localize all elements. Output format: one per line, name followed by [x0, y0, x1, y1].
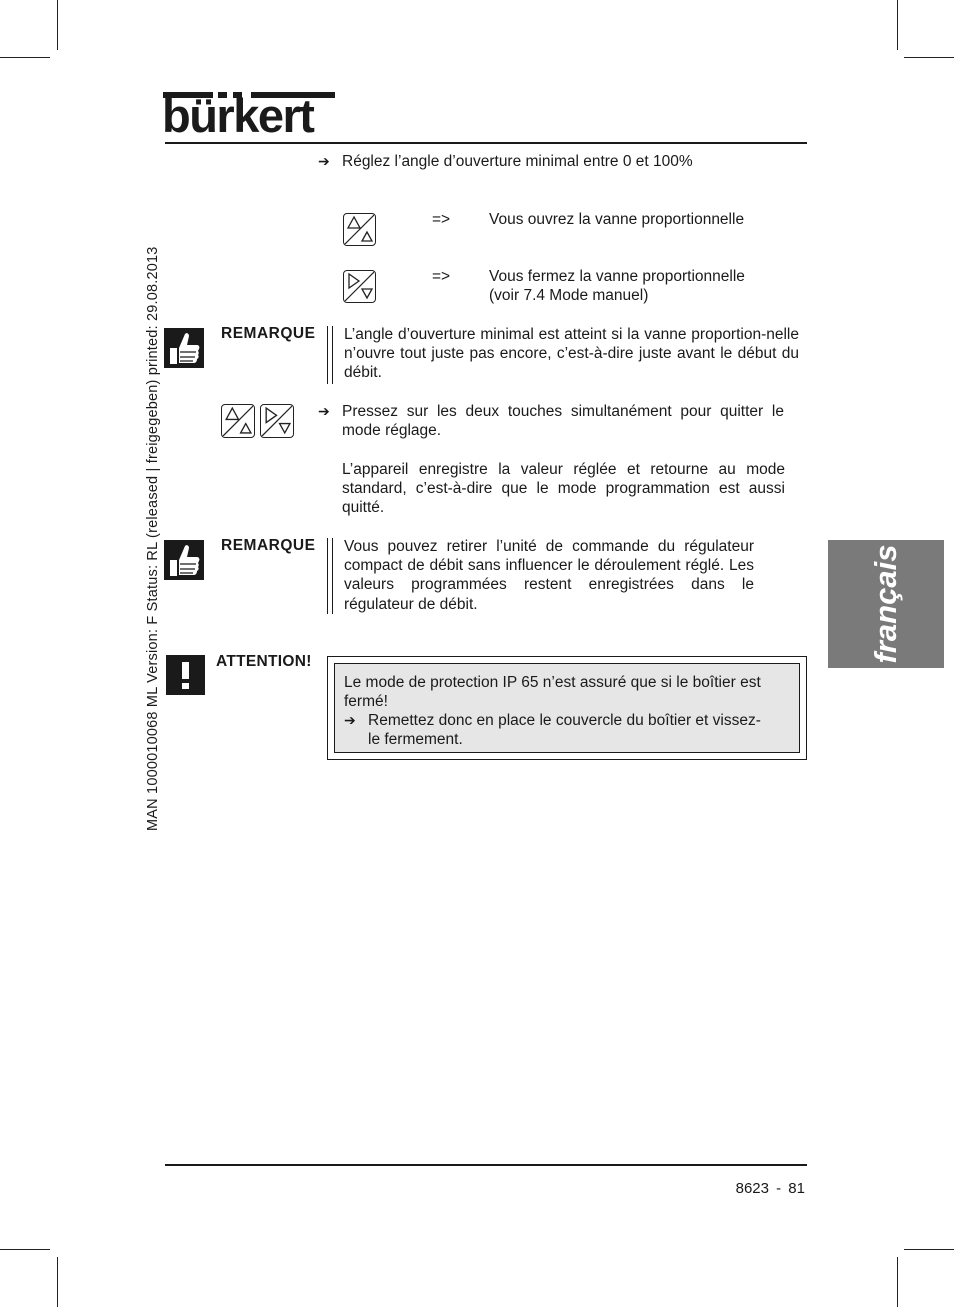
attention-text: Le mode de protection IP 65 n’est assuré que si le boîtier est fermé! [344, 674, 761, 711]
language-tab-label: français [868, 544, 903, 664]
note-divider [327, 538, 328, 614]
document-status-side-text: MAN 1000010068 ML Version: F Status: RL (released | freigegeben) printed: 29.08.2013 [145, 246, 161, 831]
note-label: REMARQUE [221, 325, 316, 342]
footer-rule [165, 1164, 807, 1166]
down-key-icon [260, 404, 294, 438]
crop-mark [0, 57, 50, 58]
note-text: L’angle d’ouverture minimal est atteint si la vanne proportion-nelle n’ouvre tout juste pas encore, c’est-à-dire juste avant le début du débit. [344, 326, 799, 382]
step-arrow: ➔ [318, 403, 330, 419]
thumbs-up-icon [164, 328, 204, 368]
note-label: REMARQUE [221, 537, 316, 554]
attention-label: ATTENTION! [216, 653, 312, 670]
crop-mark [904, 57, 954, 58]
brand-name: bürkert [162, 89, 314, 142]
step-result-text: L’appareil enregistre la valeur réglée et retourne au mode standard, c’est-à-dire que le mode programmation est aussi quitté. [342, 461, 785, 517]
attention-arrow: ➔ [344, 712, 356, 728]
crop-mark [57, 0, 58, 50]
key-text: Vous fermez la vanne proportionnelle [489, 268, 745, 285]
key-arrow: => [432, 211, 451, 228]
note-divider [332, 326, 333, 384]
language-tab [828, 540, 944, 668]
key-text-ref: (voir 7.4 Mode manuel) [489, 287, 649, 304]
step-text: Réglez l’angle d’ouverture minimal entre 0 et 100% [342, 153, 693, 170]
crop-mark [904, 1249, 954, 1250]
note-text: Vous pouvez retirer l’unité de commande du régulateur compact de débit sans influencer le déroulement réglé. Les valeurs programmées restent enregistrées dans le régulateur de débit. [344, 538, 754, 613]
attention-inner [334, 663, 800, 753]
step-arrow: ➔ [318, 153, 330, 169]
crop-mark [0, 1249, 50, 1250]
thumbs-up-icon [164, 540, 204, 580]
brand-logo [163, 90, 335, 140]
up-key-icon [343, 213, 376, 246]
up-key-icon [221, 404, 255, 438]
step-text: Pressez sur les deux touches simultanément pour quitter le mode réglage. [342, 403, 784, 440]
warning-exclamation-icon [166, 655, 205, 695]
attention-box [327, 656, 807, 760]
note-divider [327, 326, 328, 384]
crop-mark [897, 0, 898, 50]
down-key-icon [343, 270, 376, 303]
key-arrow: => [432, 268, 451, 285]
header-rule [165, 142, 807, 144]
crop-mark [57, 1257, 58, 1307]
key-text: Vous ouvrez la vanne proportionnelle [489, 211, 745, 228]
crop-mark [897, 1257, 898, 1307]
attention-action: Remettez donc en place le couvercle du boîtier et vissez-le fermement. [368, 712, 761, 749]
page-number: 8623 - 81 [735, 1180, 805, 1197]
note-divider [332, 538, 333, 614]
